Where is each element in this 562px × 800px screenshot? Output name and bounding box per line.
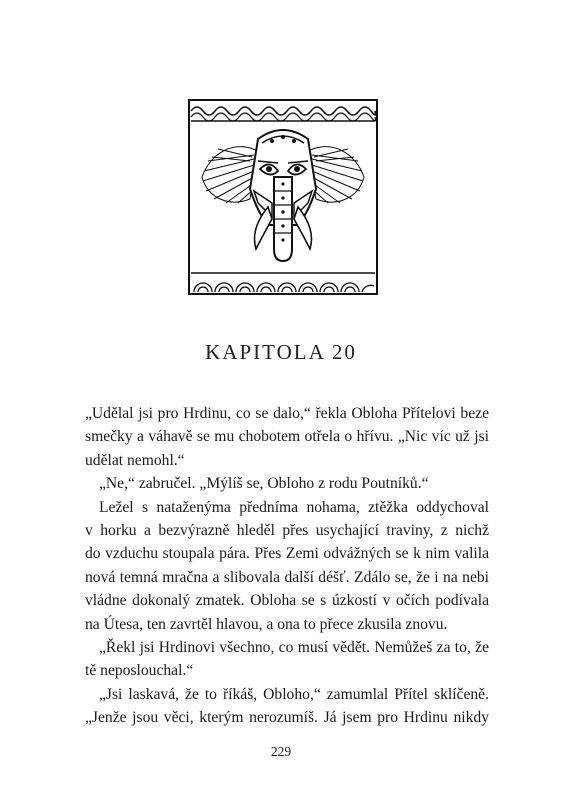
text-line: vládne dokonalý zmatek. Obloha se s úzkostí v očích podívala [85,592,489,610]
text-line: do vzduchu stoupala pára. Přes Zemi odvážných se k nim valila [85,545,489,563]
text-line: na Útesa, ten zavrtěl hlavou, a ona to přece zkusila znovu. [85,615,448,633]
text-line: nová temná mračna a slibovala další déšť. Zdálo se, že i na nebi [85,568,489,586]
elephant-mask-icon [188,99,378,295]
text-line: smečky a váhavě se mu chobotem otřela o hřívu. „Nic víc už jsi [85,428,489,446]
text-line: „Řekl jsi Hrdinovi všechno, co musí vědět. Nemůžeš za to, že [99,638,489,656]
text-line: „Jsi laskavá, že to říkáš, Obloho,“ zamumlal Přítel sklíčeně. [99,685,489,703]
page-number: 229 [270,744,292,759]
text-line: Ležel s nataženýma předníma nohama, ztěžka oddychoval [99,498,489,516]
text-line: v horku a bezvýrazně hleděl přes usychající traviny, z nichž [85,521,489,539]
chapter-title: KAPITOLA 20 [205,340,357,364]
body-text [85,402,489,729]
text-line: udělat nemohl.“ [85,451,185,469]
text-line: „Udělal jsi pro Hrdinu, co se dalo,“ řekla Obloha Přítelovi beze [85,405,489,422]
text-line: tě neposlouchal.“ [85,662,194,680]
text-line: „Jenže jsou věci, kterým nerozumíš. Já jsem pro Hrdinu nikdy [85,709,489,727]
text-line: „Ne,“ zabručel. „Mýlíš se, Obloho z rodu Poutníků.“ [99,475,429,493]
